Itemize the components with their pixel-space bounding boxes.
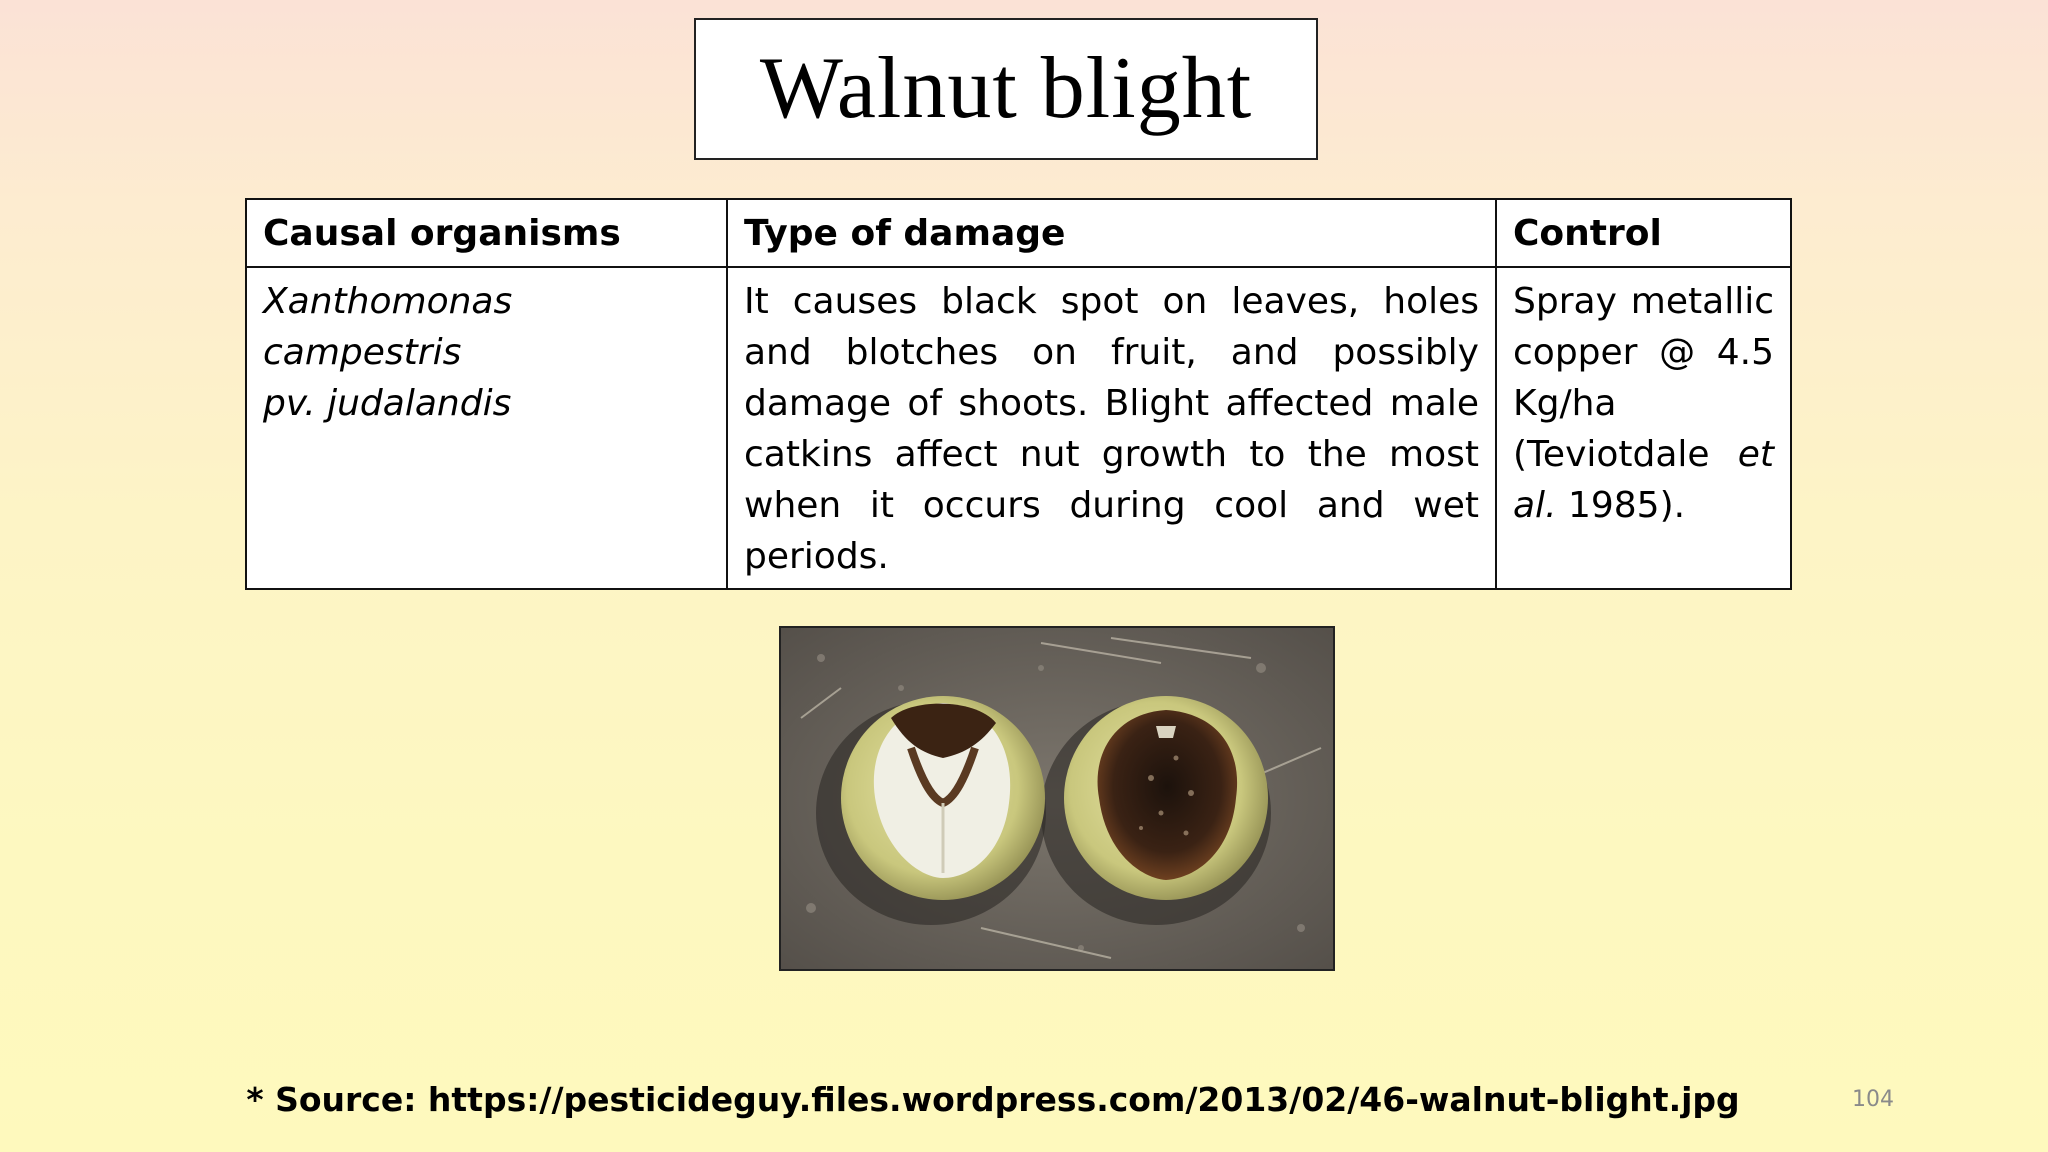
slide-title-box bbox=[694, 18, 1318, 160]
organism-name-line2: pv. judalandis bbox=[263, 383, 512, 424]
cell-causal-organism bbox=[246, 267, 727, 589]
control-year: 1985). bbox=[1567, 485, 1686, 526]
control-al: al. bbox=[1513, 485, 1557, 526]
disease-info-table bbox=[245, 198, 1792, 590]
control-et: et bbox=[1737, 434, 1774, 475]
header-type-of-damage: Type of damage bbox=[727, 199, 1496, 267]
organism-name-line1: Xanthomonas campestris bbox=[263, 281, 513, 373]
table-header-row bbox=[246, 199, 1791, 267]
walnut-blight-photo bbox=[779, 626, 1335, 971]
table-row bbox=[246, 267, 1791, 589]
control-text: Spray metallic copper @ 4.5 Kg/ha (Teviotdale bbox=[1513, 281, 1774, 475]
header-control: Control bbox=[1496, 199, 1791, 267]
slide-title: Walnut blight bbox=[759, 40, 1253, 137]
source-citation: * Source: https://pesticideguy.files.wordpress.com/2013/02/46-walnut-blight.jpg bbox=[246, 1080, 1740, 1119]
header-causal-organisms: Causal organisms bbox=[246, 199, 727, 267]
cell-control bbox=[1496, 267, 1791, 589]
cell-type-of-damage: It causes black spot on leaves, holes and blotches on fruit, and possibly damage of shoots. Blight affected male catkins affect nut growth to the most when it occurs during cool and wet periods. bbox=[727, 267, 1496, 589]
page-number: 104 bbox=[1852, 1087, 1894, 1112]
